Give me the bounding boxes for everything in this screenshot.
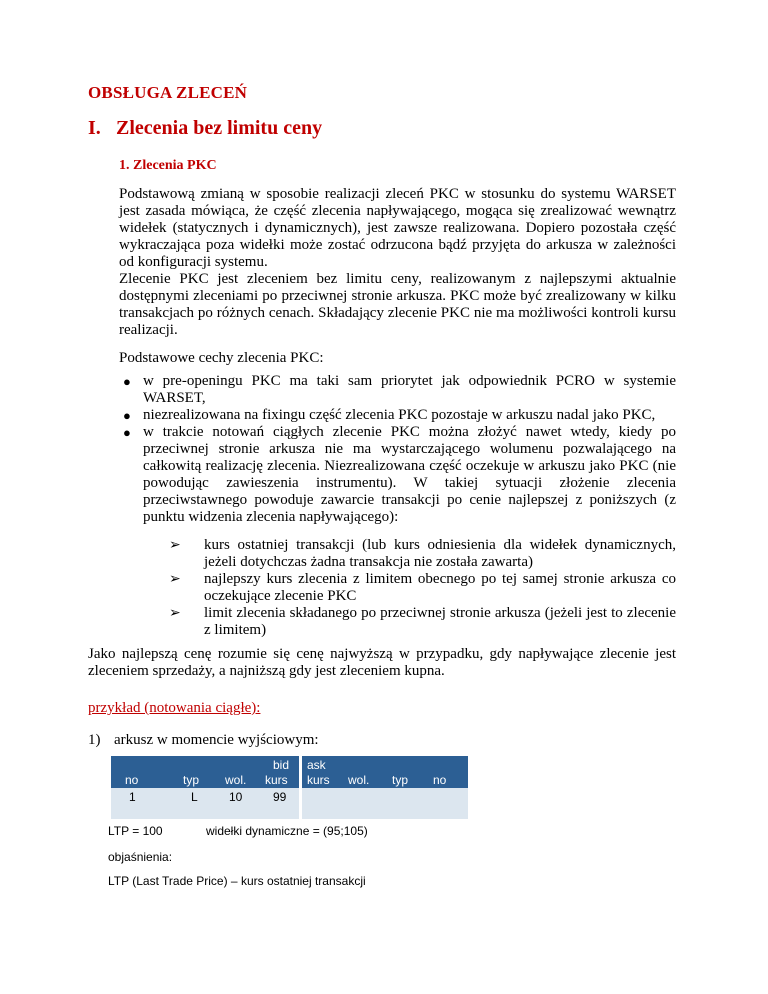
list-item: ➢ kurs ostatniej transakcji (lub kurs odniesienia dla widełek dynamicznych, jeżeli dotychczas żadna transakcja nie została zawarta) bbox=[169, 537, 676, 570]
table-header bbox=[111, 756, 468, 788]
table-row bbox=[111, 788, 468, 819]
cell-no: 1 bbox=[129, 790, 136, 804]
cell-wol: 10 bbox=[229, 790, 243, 804]
column-header-wol: wol. bbox=[348, 773, 370, 787]
price-rules-list bbox=[169, 537, 676, 639]
ask-label: ask bbox=[307, 758, 326, 772]
step-1 bbox=[88, 732, 319, 749]
arrow-bullet-icon: ➢ bbox=[169, 606, 181, 621]
section-number: I. bbox=[88, 117, 101, 139]
column-header-typ: typ bbox=[183, 773, 200, 787]
order-book-figure bbox=[108, 754, 468, 894]
bullet-icon: ● bbox=[123, 374, 131, 389]
best-price-note: Jako najlepszą cenę rozumie się cenę najwyższą w przypadku, gdy napływające zlecenie jest zleceniem sprzedaży, a najniższą gdy jest zleceniem kupna. bbox=[88, 646, 676, 679]
legend-title: objaśnienia: bbox=[108, 850, 173, 864]
section-heading bbox=[88, 117, 322, 140]
arrow-bullet-icon: ➢ bbox=[169, 572, 181, 587]
bid-ask-divider bbox=[299, 756, 302, 819]
order-book-table bbox=[111, 756, 468, 819]
column-header-typ: typ bbox=[392, 773, 409, 787]
list-item: ● w trakcie notowań ciągłych zlecenie PKC można złożyć nawet wtedy, kiedy po przeciwnej stronie arkusza nie ma wystarczającego wolumenu pozwalającego na całkowitą realizację zlecenia. Niezrealizowana część oczekuje w arkuszu jako PKC (nie powodując zawieszenia instrumentu). W takiej sytuacji złożenie zlecenia przeciwstawnego powoduje zawarcie transakcji po cenie najlepszej z poniższych (z punktu widzenia zlecenia napływającego): bbox=[123, 424, 676, 525]
column-header-kurs: kurs bbox=[265, 773, 288, 787]
features-intro: Podstawowe cechy zlecenia PKC: bbox=[119, 350, 324, 366]
cell-typ: L bbox=[191, 790, 198, 804]
column-header-kurs: kurs bbox=[307, 773, 330, 787]
intro-text bbox=[119, 186, 676, 339]
legend-ltp: LTP (Last Trade Price) – kurs ostatniej transakcji bbox=[108, 874, 366, 888]
arrow-bullet-icon: ➢ bbox=[169, 538, 181, 553]
cell-kurs: 99 bbox=[273, 790, 287, 804]
features-list bbox=[119, 373, 676, 526]
section-title: Zlecenia bez limitu ceny bbox=[116, 117, 323, 139]
paragraph-warset: Podstawową zmianą w sposobie realizacji zleceń PKC w stosunku do systemu WARSET jest zasada mówiąca, że część zlecenia napływającego, mogąca się zrealizować wewnątrz widełek (statycznych i dynamicznych), jest zawsze realizowana. Dopiero pozostała część wykraczająca poza widełki może zostać odrzucona bądź przyjęta do arkusza w zależności od konfiguracji systemu. bbox=[119, 186, 676, 270]
paragraph-pkc-definition: Zlecenie PKC jest zleceniem bez limitu ceny, realizowanym z najlepszymi aktualnie dostępnymi zleceniami po przeciwnej stronie arkusza. PKC może być zrealizowany w kilku transakcjach po różnych cenach. Składający zlecenie PKC nie ma możliwości kontroli kursu realizacji. bbox=[119, 271, 676, 338]
list-item: ➢ limit zlecenia składanego po przeciwnej stronie arkusza (jeżeli jest to zlecenie z limitem) bbox=[169, 605, 676, 638]
list-item: ● w pre-openingu PKC ma taki sam priorytet jak odpowiednik PCRO w systemie WARSET, bbox=[123, 373, 676, 406]
subsection-heading: 1. Zlecenia PKC bbox=[119, 158, 217, 173]
column-header-no: no bbox=[433, 773, 447, 787]
ltp-value: LTP = 100 bbox=[108, 824, 163, 838]
bullet-icon: ● bbox=[123, 408, 131, 423]
bid-label: bid bbox=[273, 758, 290, 772]
column-header-wol: wol. bbox=[225, 773, 247, 787]
step-number: 1) bbox=[88, 732, 101, 748]
bullet-icon: ● bbox=[123, 425, 131, 440]
document-title: OBSŁUGA ZLECEŃ bbox=[88, 83, 248, 102]
column-header-no: no bbox=[125, 773, 139, 787]
list-item: ● niezrealizowana na fixingu część zlecenia PKC pozostaje w arkuszu nadal jako PKC, bbox=[123, 407, 656, 423]
dynamic-bands: widełki dynamiczne = (95;105) bbox=[206, 824, 368, 838]
step-text: arkusz w momencie wyjściowym: bbox=[114, 732, 319, 748]
list-item: ➢ najlepszy kurs zlecenia z limitem obecnego po tej samej stronie arkusza co oczekujące zlecenie PKC bbox=[169, 571, 676, 604]
example-label: przykład (notowania ciągłe): bbox=[88, 700, 261, 716]
